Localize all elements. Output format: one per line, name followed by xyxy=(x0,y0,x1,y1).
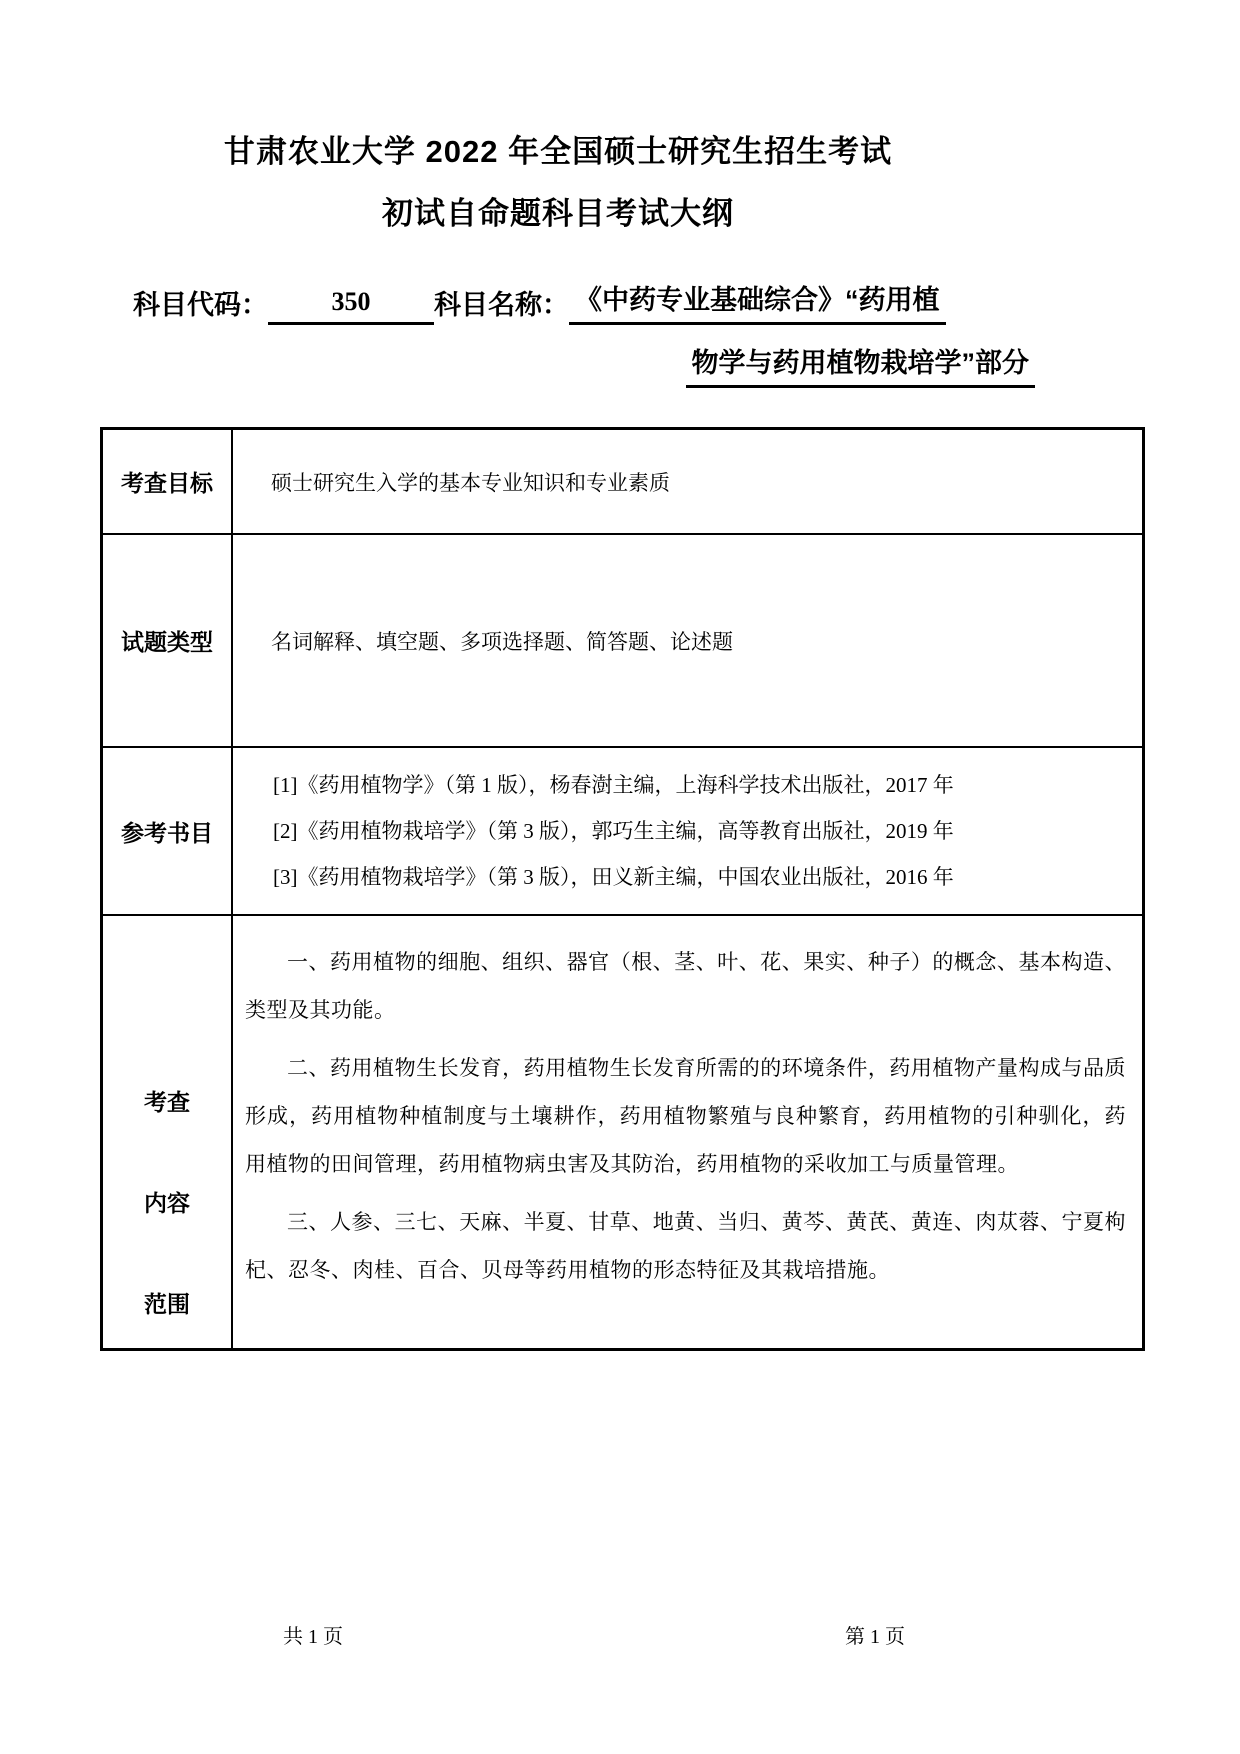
subject-code-value: 350 xyxy=(268,282,434,325)
subject-name-value-line1: 《中药专业基础综合》“药用植 xyxy=(569,280,946,325)
document-title-line2: 初试自命题科目考试大纲 xyxy=(382,196,734,231)
exam-scope-paragraph: 三、人参、三七、天麻、半夏、甘草、地黄、当归、黄芩、黄芪、黄连、肉苁蓉、宁夏枸杞、忍冬、肉桂、百合、贝母等药用植物的形态特征及其栽培措施。 xyxy=(245,1210,1126,1282)
exam-target-text: 硕士研究生入学的基本专业知识和专业素质 xyxy=(271,470,670,495)
subject-name-label: 科目名称： xyxy=(434,290,569,320)
question-types-text: 名词解释、填空题、多项选择题、简答题、论述题 xyxy=(271,629,733,654)
exam-scope-label-line: 内容 xyxy=(144,1190,190,1216)
row-content-reference-books xyxy=(233,748,1142,916)
row-label-reference-books: 参考书目 xyxy=(103,748,233,916)
reference-book-item: [3]《药用植物栽培学》（第 3 版），田义新主编，中国农业出版社，2016 年 xyxy=(273,865,954,889)
subject-code-label: 科目代码： xyxy=(133,290,268,320)
row-content-question-types xyxy=(233,535,1142,748)
syllabus-table xyxy=(100,427,1145,1351)
row-content-exam-scope xyxy=(233,916,1142,1348)
exam-scope-label-line: 范围 xyxy=(144,1291,190,1317)
row-label-exam-scope xyxy=(103,916,233,1348)
row-label-exam-target: 考查目标 xyxy=(103,430,233,535)
subject-name-value-line2: 物学与药用植物栽培学”部分 xyxy=(686,343,1036,388)
reference-book-item: [2]《药用植物栽培学》（第 3 版），郭巧生主编，高等教育出版社，2019 年 xyxy=(273,819,954,843)
reference-book-item: [1]《药用植物学》（第 1 版），杨春澍主编，上海科学技术出版社，2017 年 xyxy=(273,773,954,797)
row-content-exam-target xyxy=(233,430,1142,535)
row-label-question-types: 试题类型 xyxy=(103,535,233,748)
subject-line2 xyxy=(133,343,1035,388)
exam-scope-paragraph: 一、药用植物的细胞、组织、器官（根、茎、叶、花、果实、种子）的概念、基本构造、类型及其功能。 xyxy=(245,950,1126,1022)
subject-line1 xyxy=(133,280,1035,325)
exam-scope-label-line: 考查 xyxy=(144,1089,190,1115)
exam-scope-paragraph: 二、药用植物生长发育，药用植物生长发育所需的的环境条件，药用植物产量构成与品质形成，药用植物种植制度与土壤耕作，药用植物繁殖与良种繁育，药用植物的引种驯化，药用植物的田间管理，药用植物病虫害及其防治，药用植物的采收加工与质量管理。 xyxy=(245,1056,1126,1176)
title-block xyxy=(0,133,1116,233)
subject-block xyxy=(133,280,1035,388)
document-title-line1: 甘肃农业大学 2022 年全国硕士研究生招生考试 xyxy=(223,134,893,169)
footer-total-pages: 共 1 页 xyxy=(283,1626,343,1648)
footer-page-number: 第 1 页 xyxy=(845,1626,905,1648)
